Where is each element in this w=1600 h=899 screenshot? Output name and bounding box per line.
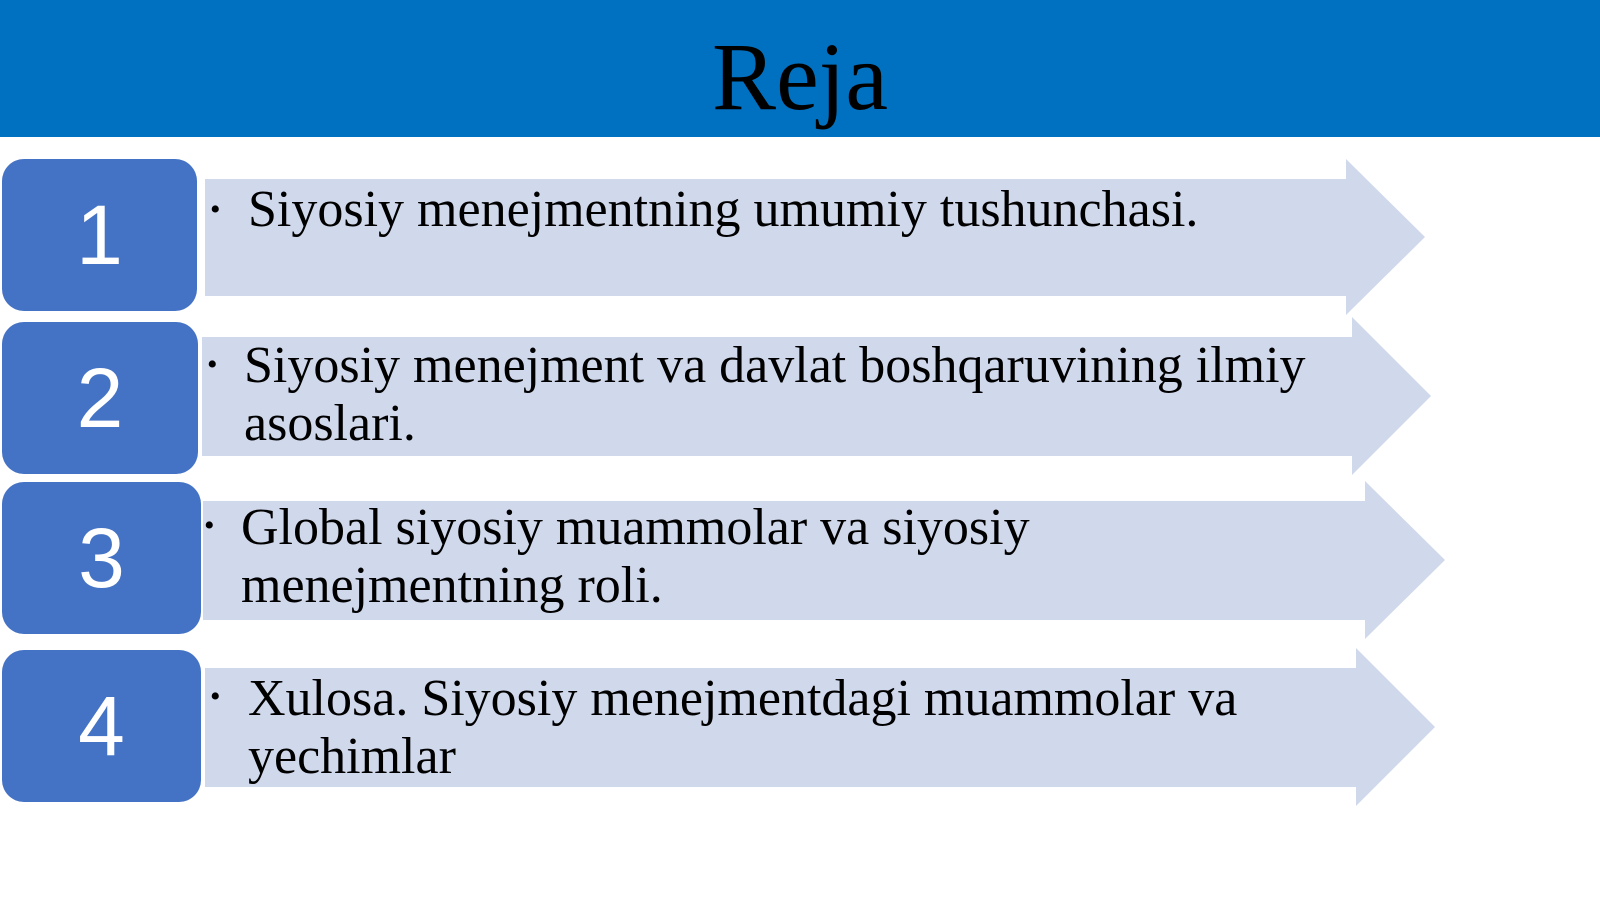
bullet-icon: •: [207, 348, 218, 381]
bullet-icon: •: [204, 509, 215, 542]
list-item: [0, 648, 1600, 806]
bullet-icon: •: [210, 680, 221, 713]
item-text: Siyosiy menejment va davlat boshqaruvining ilmiy asoslari.: [244, 337, 1306, 452]
item-number-badge: 3: [2, 482, 201, 634]
list-item: [0, 317, 1600, 475]
bullet-icon: •: [210, 193, 221, 226]
item-text: Siyosiy menejmentning umumiy tushunchasi.: [248, 181, 1199, 238]
item-text: Global siyosiy muammolar va siyosiy menejmentning roli.: [241, 499, 1030, 614]
item-number-badge: 4: [2, 650, 201, 802]
slide-title: Reja: [712, 23, 888, 130]
list-item: [0, 481, 1600, 639]
item-number-badge: 2: [2, 322, 198, 474]
item-text: Xulosa. Siyosiy menejmentdagi muammolar va yechimlar: [248, 670, 1238, 785]
item-number-badge: 1: [2, 159, 197, 311]
list-item: [0, 159, 1600, 315]
